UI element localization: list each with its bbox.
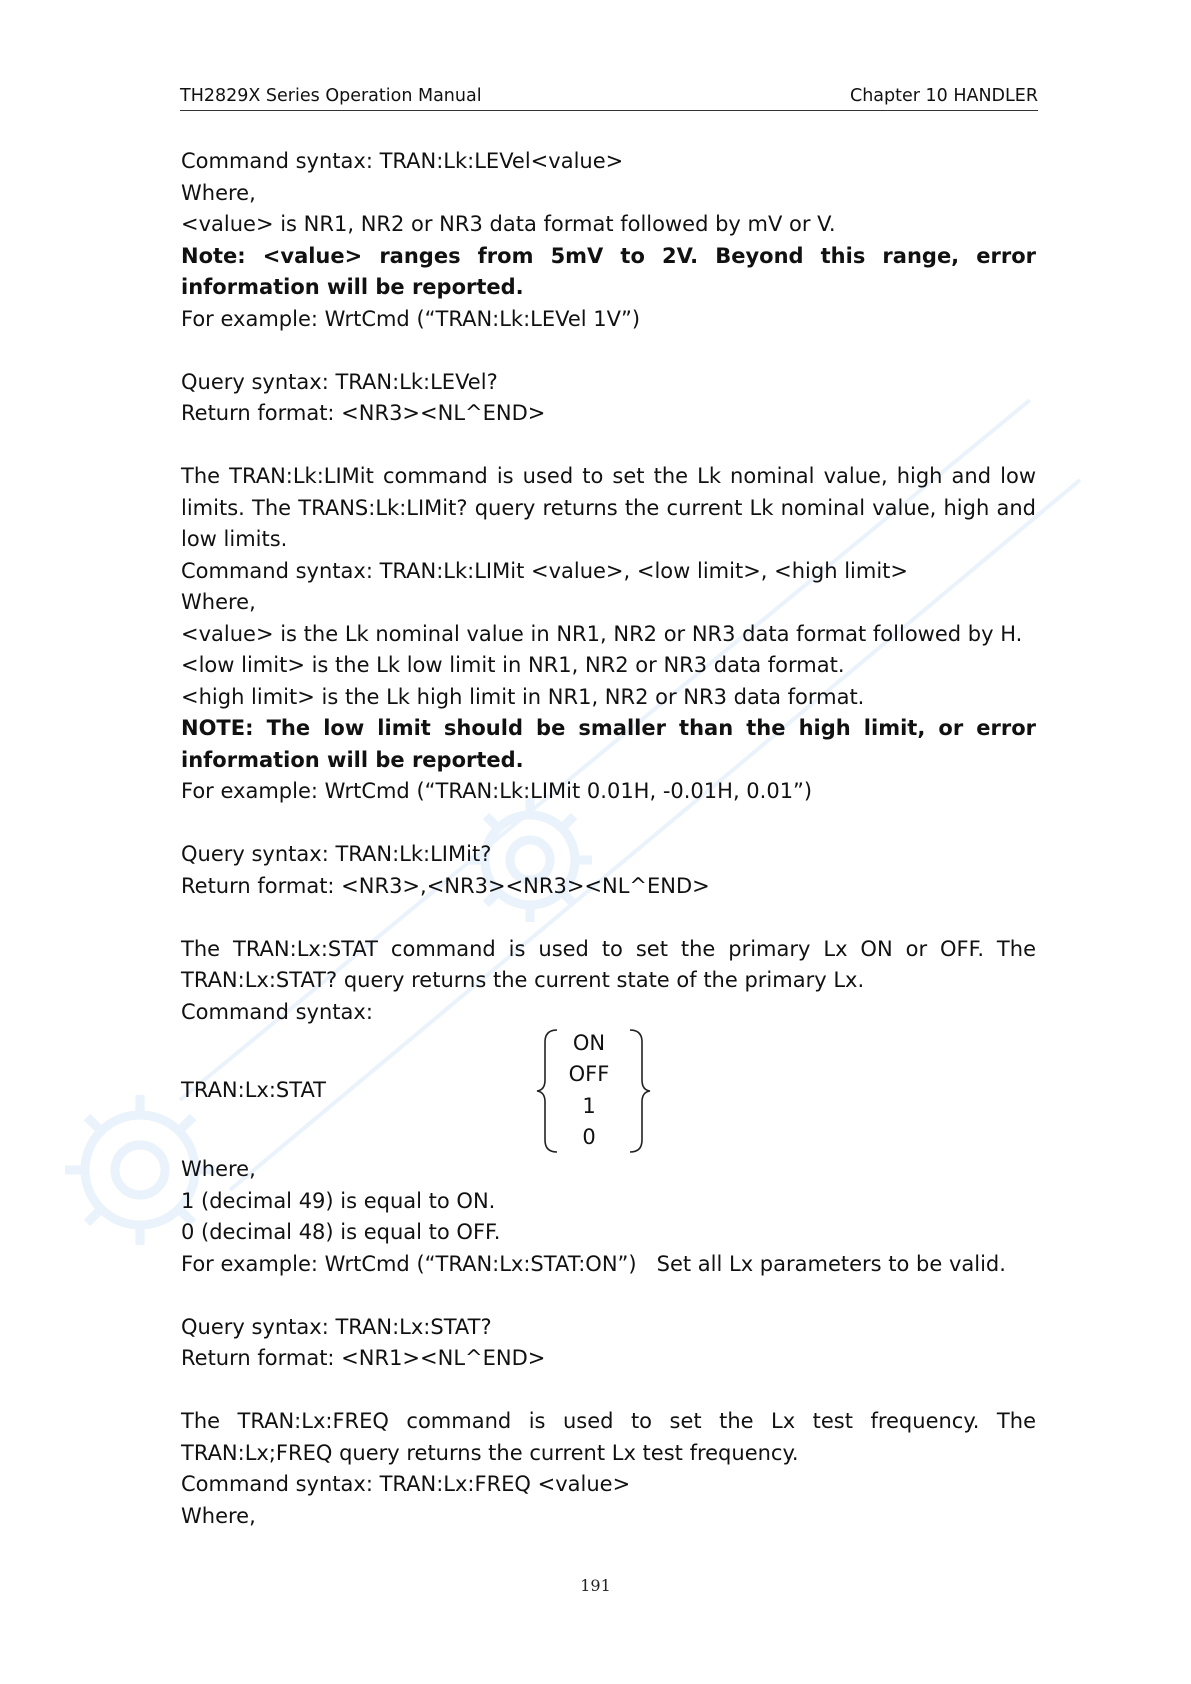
- text-line: Query syntax: TRAN:Lk:LIMit?: [181, 842, 492, 866]
- text-line: <value> is the Lk nominal value in NR1, NR2 or NR3 data format followed by H.: [181, 621, 1023, 646]
- paragraph: The TRAN:Lx:FREQ command is used to set the Lx test frequency. The TRAN:Lx;FREQ query returns the current Lx test frequency.: [181, 1409, 1036, 1465]
- stat-command: TRAN:Lx:STAT: [181, 1078, 327, 1102]
- text-line: Where,: [181, 1157, 256, 1181]
- text-line: Return format: <NR3>,<NR3><NR3><NL^END>: [181, 873, 710, 898]
- manual-title: TH2829X Series Operation Manual: [180, 86, 482, 106]
- paragraph: The TRAN:Lx:STAT command is used to set the primary Lx ON or OFF. The TRAN:Lx:STAT? query returns the current state of the primary Lx.: [181, 936, 1036, 992]
- text-line: Command syntax: TRAN:Lk:LEVel<value>: [181, 149, 624, 173]
- text-line: <low limit> is the Lk low limit in NR1, NR2 or NR3 data format.: [181, 653, 845, 677]
- option-off: OFF: [568, 1062, 610, 1086]
- chapter-title: Chapter 10 HANDLER: [849, 86, 1038, 106]
- option-1: 1: [582, 1094, 596, 1118]
- text-line: 1 (decimal 49) is equal to ON.: [181, 1188, 496, 1213]
- text-line: Where,: [181, 590, 256, 614]
- page-number: 191: [580, 1576, 611, 1595]
- text-line: <high limit> is the Lk high limit in NR1, NR2 or NR3 data format.: [181, 684, 865, 709]
- text-line: Query syntax: TRAN:Lx:STAT?: [181, 1314, 492, 1339]
- text-line: For example: WrtCmd (“TRAN:Lx:STAT:ON”) Set all Lx parameters to be valid.: [181, 1251, 1006, 1276]
- page-header: [180, 86, 1038, 111]
- page-body: [181, 146, 1036, 1532]
- note-text: Note: <value> ranges from 5mV to 2V. Beyond this range, error information will be reported.: [181, 243, 1036, 299]
- option-on: ON: [572, 1031, 606, 1055]
- option-0: 0: [582, 1125, 596, 1149]
- note-text: NOTE: The low limit should be smaller than the high limit, or error information will be reported.: [181, 716, 1036, 772]
- text-line: Command syntax: TRAN:Lk:LIMit <value>, <low limit>, <high limit>: [181, 558, 908, 583]
- text-line: Return format: <NR1><NL^END>: [181, 1346, 546, 1370]
- paragraph: The TRAN:Lk:LIMit command is used to set the Lk nominal value, high and low limits. The TRANS:Lk:LIMit? query returns the current Lk nominal value, high and low limits.: [181, 464, 1036, 551]
- text-line: 0 (decimal 48) is equal to OFF.: [181, 1220, 501, 1244]
- text-line: Command syntax:: [181, 999, 373, 1024]
- text-line: Command syntax: TRAN:Lx:FREQ <value>: [181, 1472, 631, 1496]
- text-line: <value> is NR1, NR2 or NR3 data format followed by mV or V.: [181, 212, 836, 236]
- text-line: Where,: [181, 180, 256, 205]
- text-line: Return format: <NR3><NL^END>: [181, 401, 546, 425]
- stat-syntax-block: [181, 1028, 1036, 1154]
- text-line: For example: WrtCmd (“TRAN:Lk:LIMit 0.01H, -0.01H, 0.01”): [181, 779, 813, 803]
- text-line: For example: WrtCmd (“TRAN:Lk:LEVel 1V”): [181, 306, 641, 331]
- text-line: Query syntax: TRAN:Lk:LEVel?: [181, 369, 498, 394]
- text-line: Where,: [181, 1503, 256, 1528]
